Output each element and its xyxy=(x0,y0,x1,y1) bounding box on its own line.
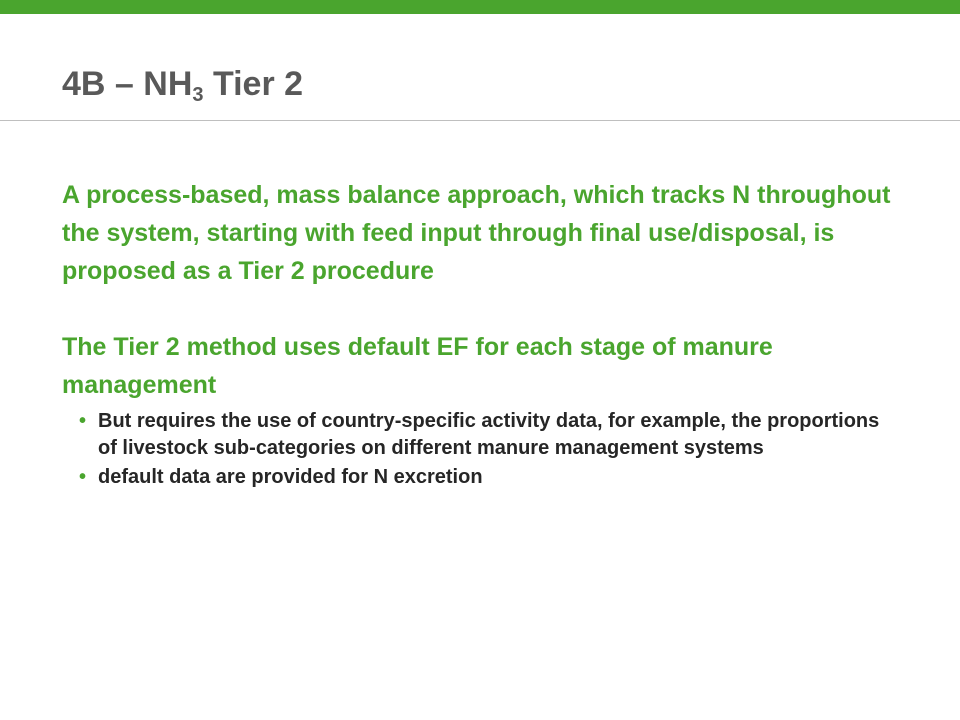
bullet-dot-icon: • xyxy=(79,466,87,488)
slide-body xyxy=(62,176,902,493)
top-accent-bar xyxy=(0,0,960,14)
title-end: Tier 2 xyxy=(203,65,304,103)
bullet-text: default data are provided for N excretion xyxy=(98,466,483,488)
title-subscript: 3 xyxy=(192,84,204,106)
bullet-item xyxy=(62,464,902,491)
title-main: 4B – NH xyxy=(62,65,193,103)
paragraph-mass-balance: A process-based, mass balance approach, which tracks N throughout the system, starting with feed input through final use/disposal, is proposed as a Tier 2 procedure xyxy=(62,181,891,285)
slide-title xyxy=(62,62,303,106)
bullet-item xyxy=(62,408,902,462)
bullet-text: But requires the use of country-specific activity data, for example, the proportions of livestock sub-categories on different manure management systems xyxy=(98,410,880,459)
bullet-dot-icon: • xyxy=(79,410,87,432)
title-divider xyxy=(0,120,960,121)
paragraph-tier2-method: The Tier 2 method uses default EF for each stage of manure management xyxy=(62,333,773,399)
bullet-list xyxy=(62,408,902,491)
